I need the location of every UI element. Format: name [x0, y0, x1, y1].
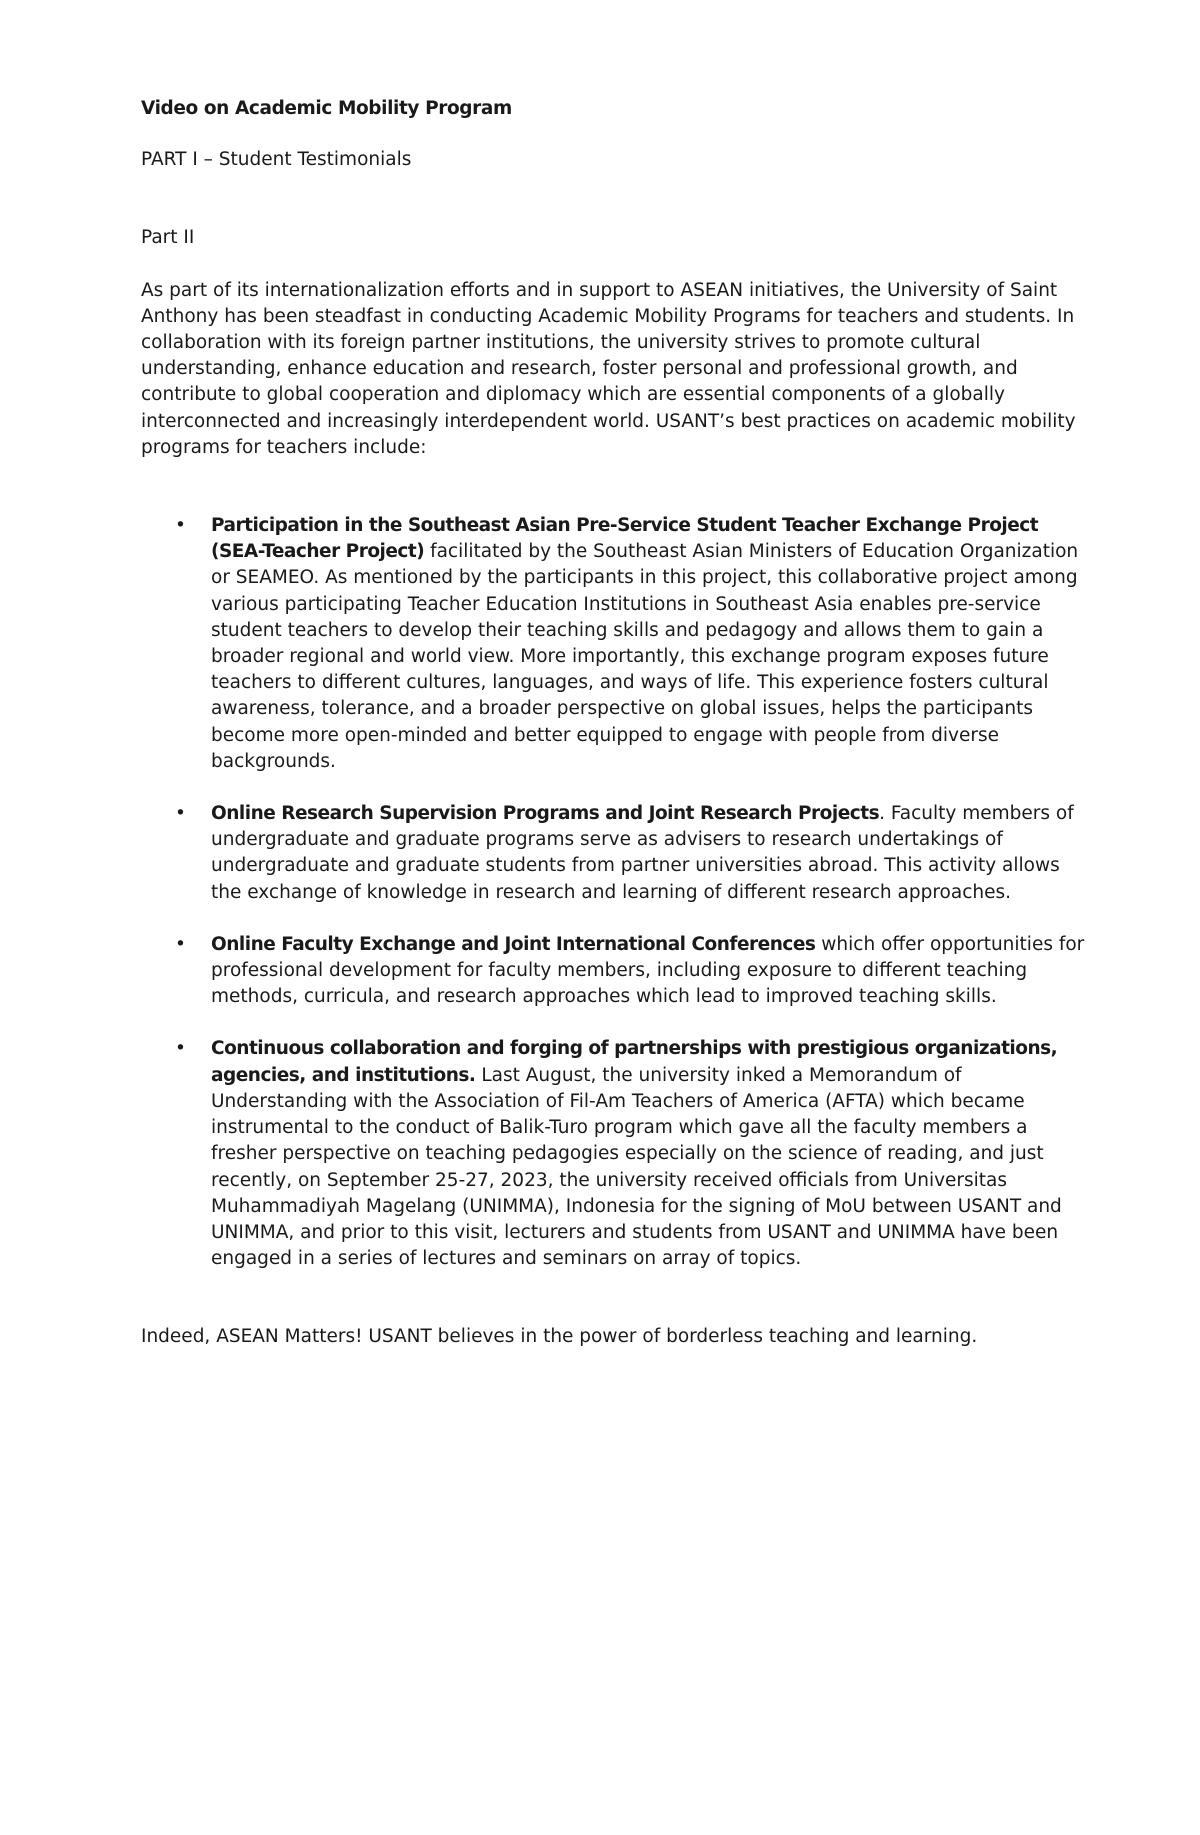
list-item-bold-lead: Participation in the Southeast Asian Pre-Service Student Teacher Exchange Project (SEA-Teacher Project): [211, 515, 1039, 563]
part-two-heading: Part II: [141, 227, 195, 249]
list-item: [141, 932, 1091, 1011]
part-one-heading: PART I – Student Testimonials: [141, 149, 412, 171]
list-item-bold-lead: Online Research Supervision Programs and Joint Research Projects: [211, 803, 880, 825]
intro-paragraph: As part of its internationalization efforts and in support to ASEAN initiatives, the University of Saint Anthony has been steadfast in conducting Academic Mobility Programs for teachers and students. In collaboration with its foreign partner institutions, the university strives to promote cultural understanding, enhance education and research, foster personal and professional growth, and contribute to global cooperation and diplomacy which are essential components of a globally interconnected and increasingly interdependent world. USANT’s best practices on academic mobility programs for teachers include:: [141, 279, 1076, 458]
bullet-icon: •: [175, 515, 186, 537]
list-item: [141, 513, 1091, 775]
bullet-icon: •: [175, 933, 186, 955]
closing-paragraph: Indeed, ASEAN Matters! USANT believes in the power of borderless teaching and learning.: [141, 1326, 978, 1348]
list-item-text: which offer opportunities for professional development for faculty members, including exposure to different teaching methods, curricula, and research approaches which lead to improved teaching skills.: [211, 933, 1085, 1008]
list-item-text: facilitated by the Southeast Asian Ministers of Education Organization or SEAMEO. As mentioned by the participants in this project, this collaborative project among various participating Teacher Education Institutions in Southeast Asia enables pre-service student teachers to develop their teaching skills and pedagogy and allows them to gain a broader regional and world view. More importantly, this exchange program exposes future teachers to different cultures, languages, and ways of life. This experience fosters cultural awareness, tolerance, and a broader perspective on global issues, helps the participants become more open-minded and better equipped to engage with people from diverse backgrounds.: [211, 541, 1079, 772]
document-page: [141, 96, 1091, 1351]
list-item-text: Last August, the university inked a Memorandum of Understanding with the Association of Fil-Am Teachers of America (AFTA) which became instrumental to the conduct of Balik-Turo program which gave all the faculty members a fresher perspective on teaching pedagogies especially on the science of reading, and just recently, on September 25-27, 2023, the university received officials from Universitas Muhammadiyah Magelang (UNIMMA), Indonesia for the signing of MoU between USANT and UNIMMA, and prior to this visit, lecturers and students from USANT and UNIMMA have been engaged in a series of lectures and seminars on array of topics.: [211, 1064, 1062, 1270]
list-item-bold-lead: Continuous collaboration and forging of partnerships with prestigious organizations, agencies, and institutions.: [211, 1038, 1058, 1086]
document-title: Video on Academic Mobility Program: [141, 98, 512, 119]
list-item-bold-lead: Online Faculty Exchange and Joint International Conferences: [211, 933, 816, 955]
bullet-icon: •: [175, 803, 186, 825]
list-item-text: . Faculty members of undergraduate and graduate programs serve as advisers to research undertakings of undergraduate and graduate students from partner universities abroad. This activity allows the exchange of knowledge in research and learning of different research approaches.: [211, 803, 1074, 903]
bullet-icon: •: [175, 1038, 186, 1060]
list-item: [141, 1036, 1091, 1272]
practices-list: [141, 513, 1091, 1272]
list-item: [141, 801, 1091, 906]
